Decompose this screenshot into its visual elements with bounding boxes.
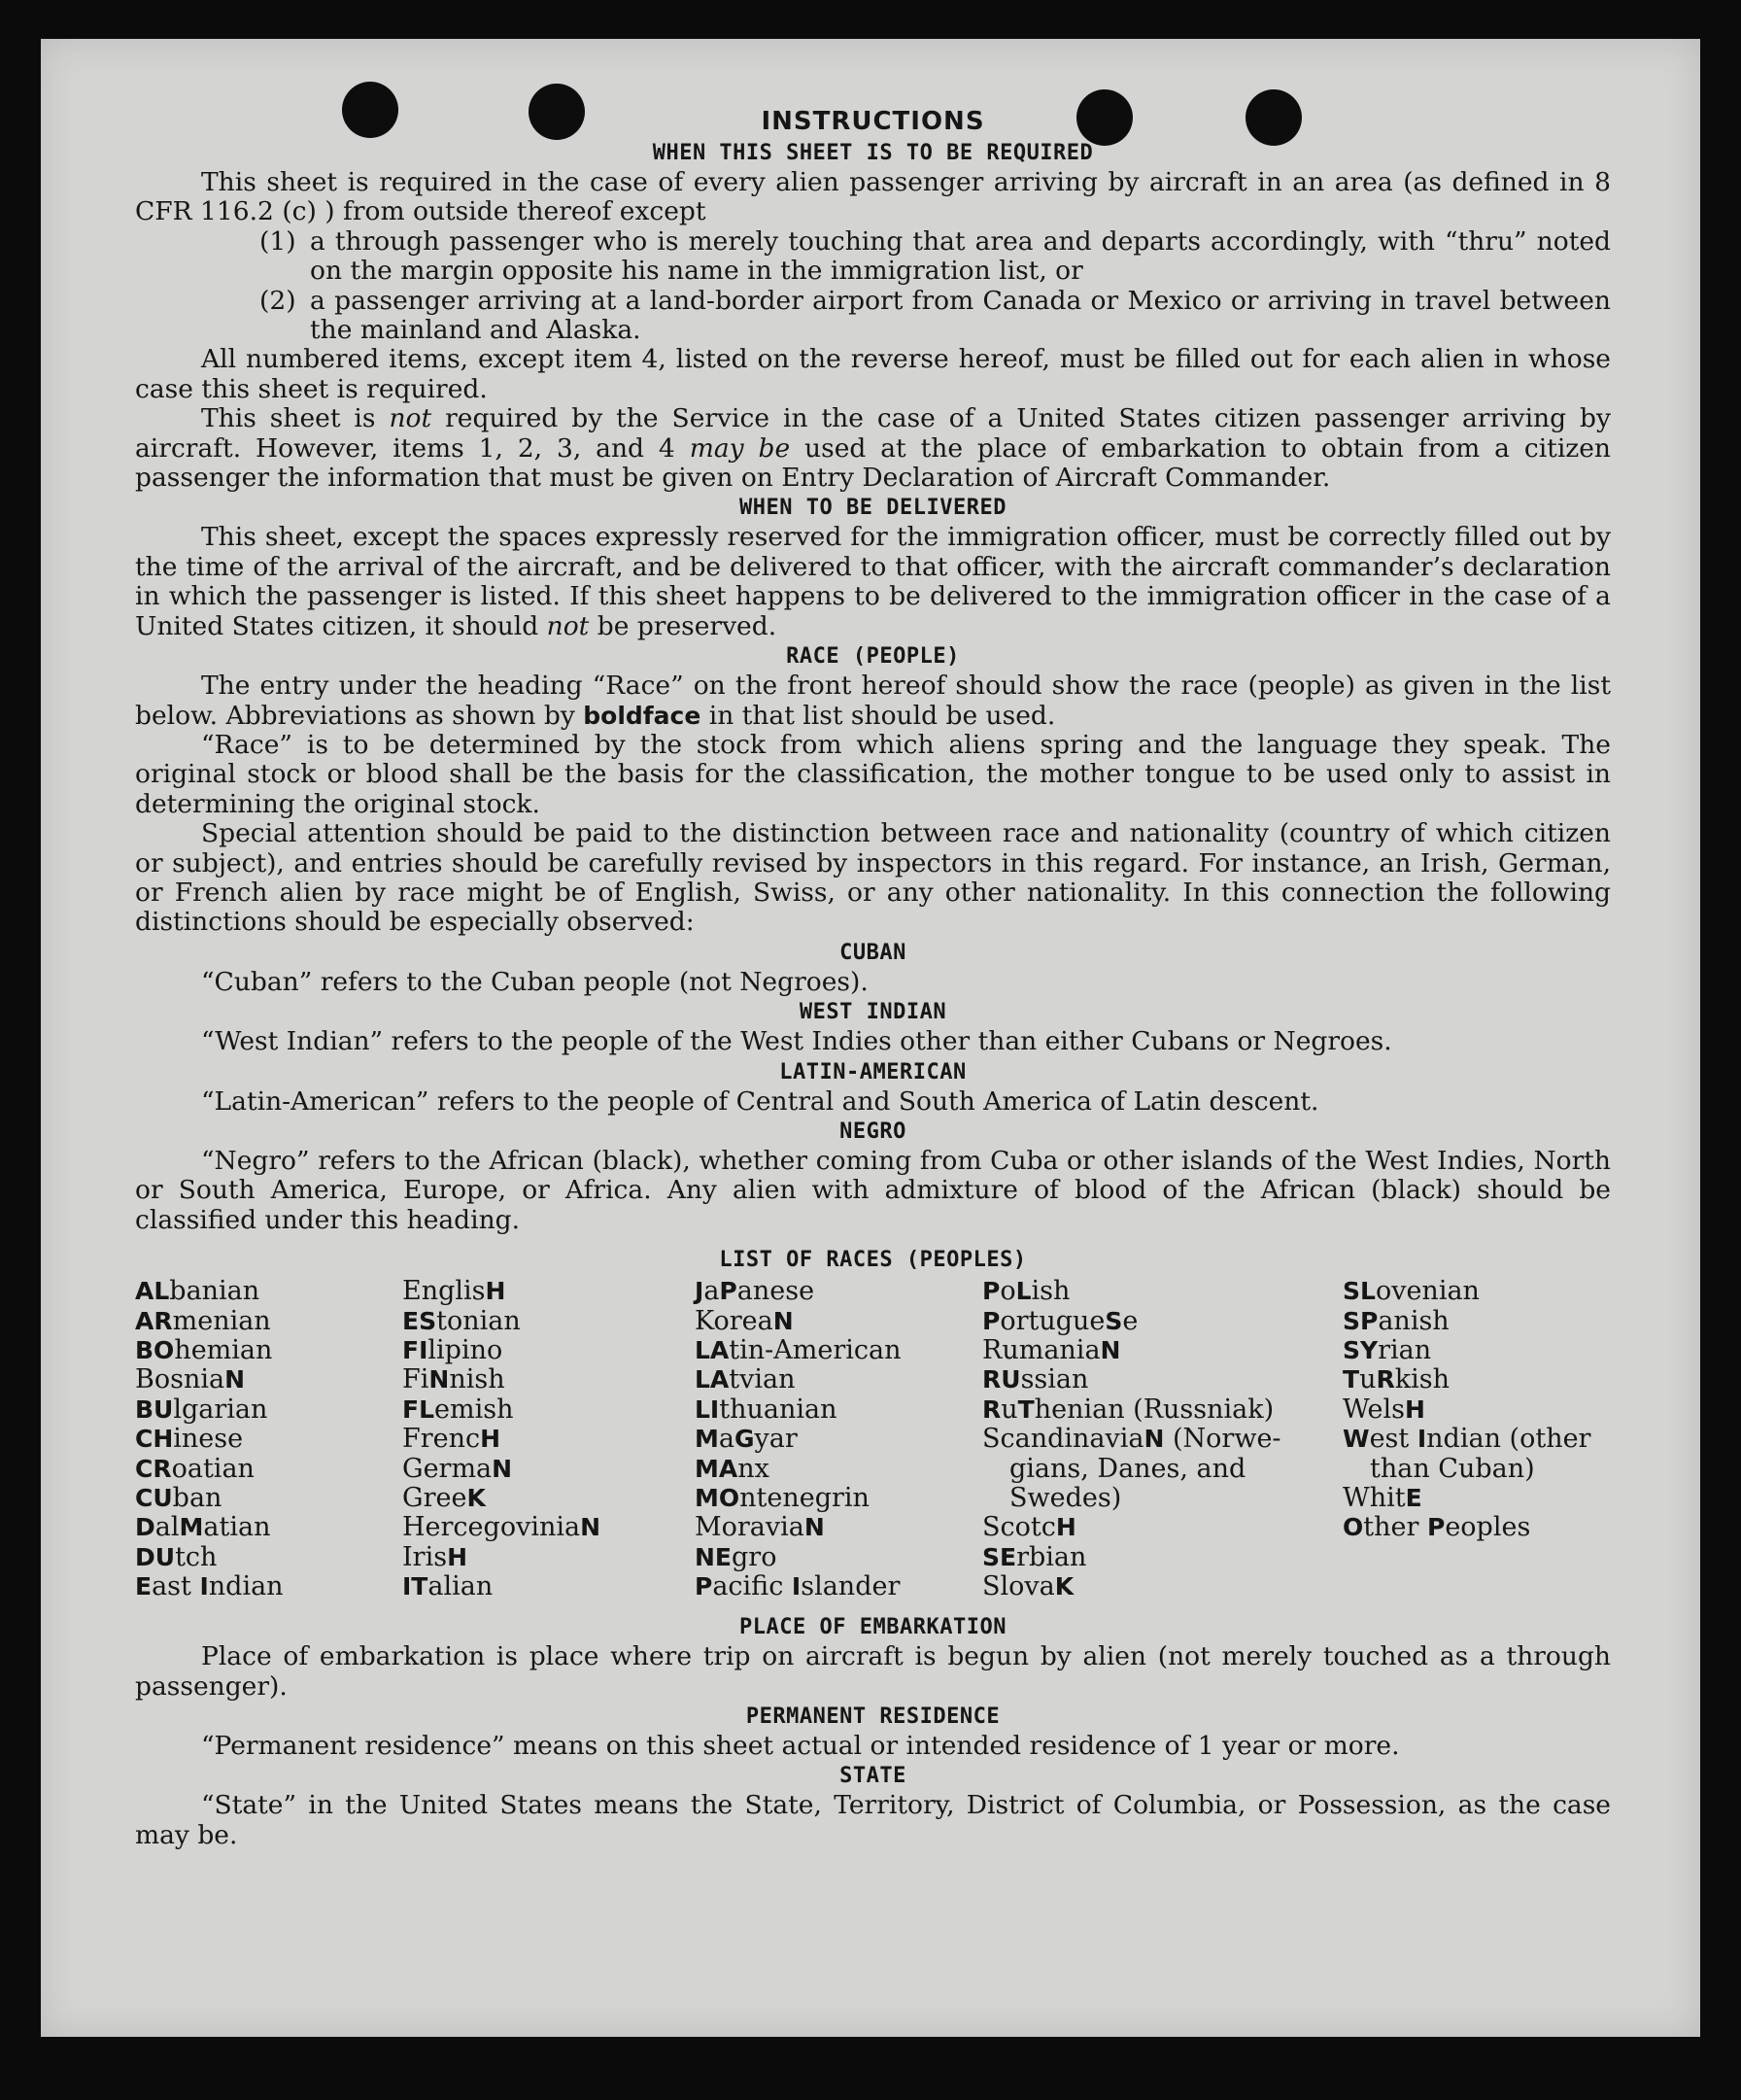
race-entry [402,1425,600,1454]
race-text: henian (Russniak) [1034,1394,1275,1425]
numbered-items-paragraph: All numbered items, except item 4, listed on the reverse hereof, must be filled out for each alien in whose case this sheet is required. [135,344,1611,404]
race-text: The entry under the heading “Race” on the front hereof should show the race (people) as given in the list below. Abbreviations as shown by [135,671,1611,731]
delivery-text: This sheet, except the spaces expressly reserved for the immigration officer, must be correctly filled out by the time of the arrival of the aircraft, and be delivered to that officer, with the aircraft commander’s declaration in which the passenger is listed. If this sheet happens to be delivered to the immigration officer in the case of a United States citizen, it should [135,522,1611,641]
race-abbreviation: NE [695,1542,733,1571]
race-abbreviation: MO [695,1484,740,1513]
race-abbreviation: BO [135,1336,175,1364]
citizen-text: required by the Service in the case of a United States citizen passenger arriving by aircraft. However, items 1, 2, 3, and 4 [135,403,1611,464]
race-abbreviation: E [1405,1484,1422,1513]
race-abbreviation: S [1105,1306,1123,1335]
race-text: Scotc [982,1512,1056,1543]
definition-state: “State” in the United States means the State, Territory, District of Columbia, or Possession, as the case may be. [135,1790,1611,1850]
race-entry [695,1277,902,1306]
race-text: than Cuban) [1370,1453,1535,1484]
race-abbreviation: CU [135,1484,173,1513]
race-text: tvian [729,1364,796,1395]
delivery-text: be preserved. [589,610,777,641]
race-text: Korea [695,1305,773,1336]
race-entry [695,1543,902,1572]
race-text: anish [1378,1305,1450,1336]
race-abbreviation: H [485,1277,506,1306]
race-abbreviation: SY [1343,1336,1379,1364]
race-abbreviation: J [695,1277,704,1306]
race-abbreviation: M [179,1513,204,1542]
race-entry [402,1513,600,1542]
race-abbreviation: SE [982,1542,1017,1571]
race-text: ndian [208,1571,284,1602]
race-abbreviation: I [791,1572,802,1601]
citizen-emphasis: may be [689,432,791,464]
race-entry [695,1513,902,1542]
race-list [135,1277,1611,1612]
race-abbreviation: T [1017,1394,1035,1424]
race-abbreviation: R [982,1394,1002,1424]
race-text: banian [169,1276,260,1307]
heading-when-delivered: WHEN TO BE DELIVERED [739,496,1007,521]
race-text: Fi [402,1364,429,1395]
definition-west-indian: “West Indian” refers to the people of the West Indies other than either Cubans or Negroes. [201,1026,1392,1057]
citizen-text: used at the place of embarkation to obtain from a citizen passenger the information that must be given on Entry Declaration of Aircraft Commander. [135,432,1612,494]
race-entry [135,1425,284,1454]
race-text: Wels [1343,1394,1406,1425]
race-text: eoples [1445,1512,1531,1543]
race-entry [695,1572,902,1601]
race-text: Whit [1343,1483,1406,1514]
race-abbreviation: R [1376,1365,1395,1394]
race-text: gians, Danes, and [1009,1453,1246,1484]
delivery-paragraph [135,523,1611,641]
race-abbreviation: H [1055,1513,1076,1542]
exception-text: a through passenger who is merely touching that area and departs accordingly, with “thru” noted on the margin opposite his name in the immigration list, or [310,225,1611,287]
race-text: oatian [171,1453,255,1484]
race-text: e [1122,1305,1139,1336]
race-paragraph: Special attention should be paid to the distinction between race and nationality (country of which citizen or subject), and entries should be carefully revised by inspectors in this regard. For instance, an Irish, German, or French alien by race might be of English, Swiss, or any other nationality. In this connection the following distinctions should be especially observed: [135,818,1611,938]
race-abbreviation: W [1343,1425,1370,1454]
race-text: a [703,1276,720,1307]
race-abbreviation: E [135,1572,153,1601]
race-abbreviation: N [428,1365,450,1394]
race-entry [402,1572,600,1601]
race-abbreviation: RU [982,1365,1021,1394]
race-abbreviation: ES [402,1306,437,1335]
race-text: (Norwe- [1164,1424,1281,1455]
race-text: ssian [1020,1364,1089,1395]
definition-latin-american: “Latin-American” refers to the people of Central and South America of Latin descent. [201,1085,1319,1117]
race-abbreviation: P [982,1306,1001,1335]
race-abbreviation: SP [1343,1306,1379,1335]
race-abbreviation: I [1417,1425,1427,1454]
heading-state: STATE [839,1764,906,1789]
race-text: tin-American [729,1335,902,1365]
race-text: a [718,1424,734,1455]
race-entry [982,1455,1281,1484]
race-entry [695,1395,902,1425]
race-abbreviation: K [466,1484,486,1513]
race-paragraph: “Race” is to be determined by the stock from which aliens spring and the language they speak. The original stock or blood shall be the basis for the classification, the mother tongue to be used only to assist in determining the original stock. [135,729,1611,819]
definition-permanent-residence: “Permanent residence” means on this sheet actual or intended residence of 1 year or more. [201,1731,1400,1761]
race-entry [402,1395,600,1425]
race-text: u [1359,1364,1377,1395]
race-abbreviation: DU [135,1542,176,1571]
race-text: alian [427,1571,494,1602]
heading-negro: NEGRO [839,1119,906,1144]
race-abbreviation: AL [135,1277,170,1306]
race-text: Germa [402,1453,493,1484]
race-abbreviation: P [719,1277,737,1306]
race-abbreviation: IT [402,1572,428,1601]
race-entry [1343,1455,1590,1484]
race-entry [402,1365,600,1394]
exception-text: a passenger arriving at a land-border airport from Canada or Mexico or arriving in travel between the mainland and Alaska. [310,285,1611,346]
race-entry [695,1307,902,1336]
race-text: Moravia [695,1512,804,1543]
race-abbreviation: LA [695,1336,730,1364]
race-entry [982,1307,1281,1336]
race-text: Gree [402,1483,467,1514]
race-entry [982,1572,1281,1601]
race-entry [982,1484,1281,1513]
instructions-body [135,103,1611,1850]
race-abbreviation: BU [135,1394,174,1424]
race-text: hemian [174,1335,273,1365]
heading-latin-american: LATIN-AMERICAN [779,1059,967,1084]
race-column [402,1277,600,1601]
race-text: ortugue [1000,1305,1106,1336]
race-text: Englis [402,1276,486,1307]
race-text: Rumania [982,1335,1101,1365]
exception-number: (2) [259,285,296,316]
race-text: acific [712,1571,792,1602]
heading-race: RACE (PEOPLE) [786,644,960,670]
exception-item [135,287,1611,346]
race-entry [695,1425,902,1454]
race-entry [982,1277,1281,1306]
race-abbreviation: P [1426,1513,1446,1542]
race-text: al [154,1512,180,1543]
definition-negro: “Negro” refers to the African (black), whether coming from Cuba or other islands of the West Indies, North or South America, Europe, or Africa. Any alien with admixture of blood of the African (black) should be classified under this heading. [135,1145,1611,1235]
race-abbreviation: P [695,1572,713,1601]
race-entry [695,1365,902,1394]
race-abbreviation: H [480,1425,501,1454]
race-column [135,1277,284,1601]
race-abbreviation: N [224,1365,246,1394]
race-text: ish [1031,1276,1071,1307]
race-abbreviation: N [1144,1425,1165,1454]
race-abbreviation: N [803,1513,825,1542]
race-abbreviation: AR [135,1306,173,1335]
heading-west-indian: WEST INDIAN [799,1000,947,1025]
race-entry [402,1484,600,1513]
race-text: menian [172,1305,271,1336]
race-text: tch [175,1541,218,1572]
definition-place-of-embarkation: Place of embarkation is place where trip on aircraft is begun by alien (not merely touched as a through passenger). [135,1641,1611,1702]
race-abbreviation: O [1343,1513,1364,1542]
race-text: atian [203,1512,271,1543]
heading-place-of-embarkation: PLACE OF EMBARKATION [739,1615,1007,1640]
race-text: u [1001,1394,1018,1425]
race-text: Bosnia [135,1364,225,1395]
race-paragraph [135,671,1611,731]
race-text: gro [732,1541,777,1572]
race-text: yar [754,1424,798,1455]
race-entry [1343,1513,1590,1542]
race-abbreviation: H [1405,1394,1425,1424]
race-text: thuanian [719,1394,837,1425]
race-abbreviation: N [580,1513,601,1542]
required-intro: This sheet is required in the case of every alien passenger arriving by aircraft in an area (as defined in 8 CFR 116.2 (c) ) from outside thereof except [135,167,1611,227]
race-entry [1343,1365,1590,1394]
race-abbreviation: LI [695,1394,720,1424]
race-entry [695,1336,902,1365]
race-abbreviation: M [695,1425,719,1454]
heading-permanent-residence: PERMANENT RESIDENCE [745,1704,1001,1729]
race-entry [982,1336,1281,1365]
race-text: Swedes) [1009,1483,1122,1514]
race-abbreviation: T [1343,1365,1360,1394]
race-entry [1343,1484,1590,1513]
race-entry [135,1307,284,1336]
document-sheet [41,39,1700,2037]
race-entry [695,1455,902,1484]
race-text: Hercegovinia [402,1512,581,1543]
race-text: est [1369,1424,1417,1455]
race-abbreviation: LA [695,1365,730,1394]
race-entry [1343,1307,1590,1336]
race-text: ovenian [1375,1276,1480,1307]
race-entry [402,1307,600,1336]
race-abbreviation: H [447,1542,468,1571]
race-abbreviation: I [199,1572,209,1601]
race-abbreviation: MA [695,1454,738,1483]
race-entry [402,1543,600,1572]
race-abbreviation: G [734,1425,755,1454]
definition-cuban: “Cuban” refers to the Cuban people (not Negroes). [201,966,869,997]
race-text: nx [737,1453,769,1484]
race-column [695,1277,902,1601]
race-abbreviation: SL [1343,1277,1376,1306]
race-column [982,1277,1281,1601]
exception-number: (1) [259,225,296,257]
race-entry [135,1455,284,1484]
race-abbreviation: N [1100,1336,1121,1364]
citizen-paragraph [135,404,1611,493]
race-text: inese [173,1424,244,1455]
delivery-emphasis: not [546,610,590,641]
race-entry [1343,1425,1590,1454]
race-abbreviation: CR [135,1454,172,1483]
race-entry [135,1543,284,1572]
race-text: tonian [436,1305,521,1336]
heading-cuban: CUBAN [839,940,906,965]
race-entry [402,1455,600,1484]
citizen-emphasis: not [389,403,432,434]
race-text: kish [1394,1364,1450,1395]
race-abbreviation: L [1015,1277,1032,1306]
race-entry [1343,1395,1590,1425]
race-text: ntenegrin [739,1483,870,1514]
race-entry [982,1395,1281,1425]
race-text: ndian (other [1426,1424,1591,1455]
race-entry [402,1277,600,1306]
race-abbreviation: D [135,1513,155,1542]
exception-item [135,227,1611,287]
race-text: ast [152,1571,200,1602]
race-text: Frenc [402,1424,481,1455]
race-abbreviation: N [492,1454,513,1483]
race-text: emish [434,1394,514,1425]
race-text: Slova [982,1571,1055,1602]
race-text: anese [736,1276,815,1307]
race-entry [402,1336,600,1365]
heading-list-of-races: LIST OF RACES (PEOPLES) [719,1248,1027,1273]
race-entry [982,1513,1281,1542]
race-entry [982,1365,1281,1394]
race-column [1343,1277,1590,1543]
race-text: rbian [1016,1541,1087,1572]
race-text: lipino [427,1335,503,1365]
race-text: rian [1378,1335,1432,1365]
race-entry [135,1513,284,1542]
race-text: nish [449,1364,505,1395]
race-text: ther [1363,1512,1427,1543]
race-text: o [1000,1276,1016,1307]
race-entry [1343,1277,1590,1306]
heading-when-required: WHEN THIS SHEET IS TO BE REQUIRED [652,141,1094,165]
race-text: Scandinavia [982,1424,1144,1455]
race-entry [1343,1336,1590,1365]
page-title: INSTRUCTIONS [761,107,985,136]
race-text: ban [172,1483,222,1514]
citizen-text: This sheet is [201,403,390,434]
race-entry [135,1484,284,1513]
race-abbreviation: N [772,1306,794,1335]
race-entry [135,1365,284,1394]
race-text: in that list should be used. [700,700,1056,731]
race-abbreviation: FL [402,1394,435,1424]
race-entry [135,1336,284,1365]
race-abbreviation: CH [135,1425,174,1454]
race-entry [695,1484,902,1513]
race-entry [982,1425,1281,1454]
race-entry [135,1572,284,1601]
race-abbreviation: K [1054,1572,1075,1601]
race-text: lgarian [173,1394,268,1425]
race-entry [135,1277,284,1306]
race-abbreviation: P [982,1277,1001,1306]
race-text: Iris [402,1541,448,1572]
race-entry [135,1395,284,1425]
race-entry [982,1543,1281,1572]
race-abbreviation: FI [402,1336,428,1364]
race-boldface-word: boldface [583,701,701,730]
race-text: slander [801,1571,901,1602]
